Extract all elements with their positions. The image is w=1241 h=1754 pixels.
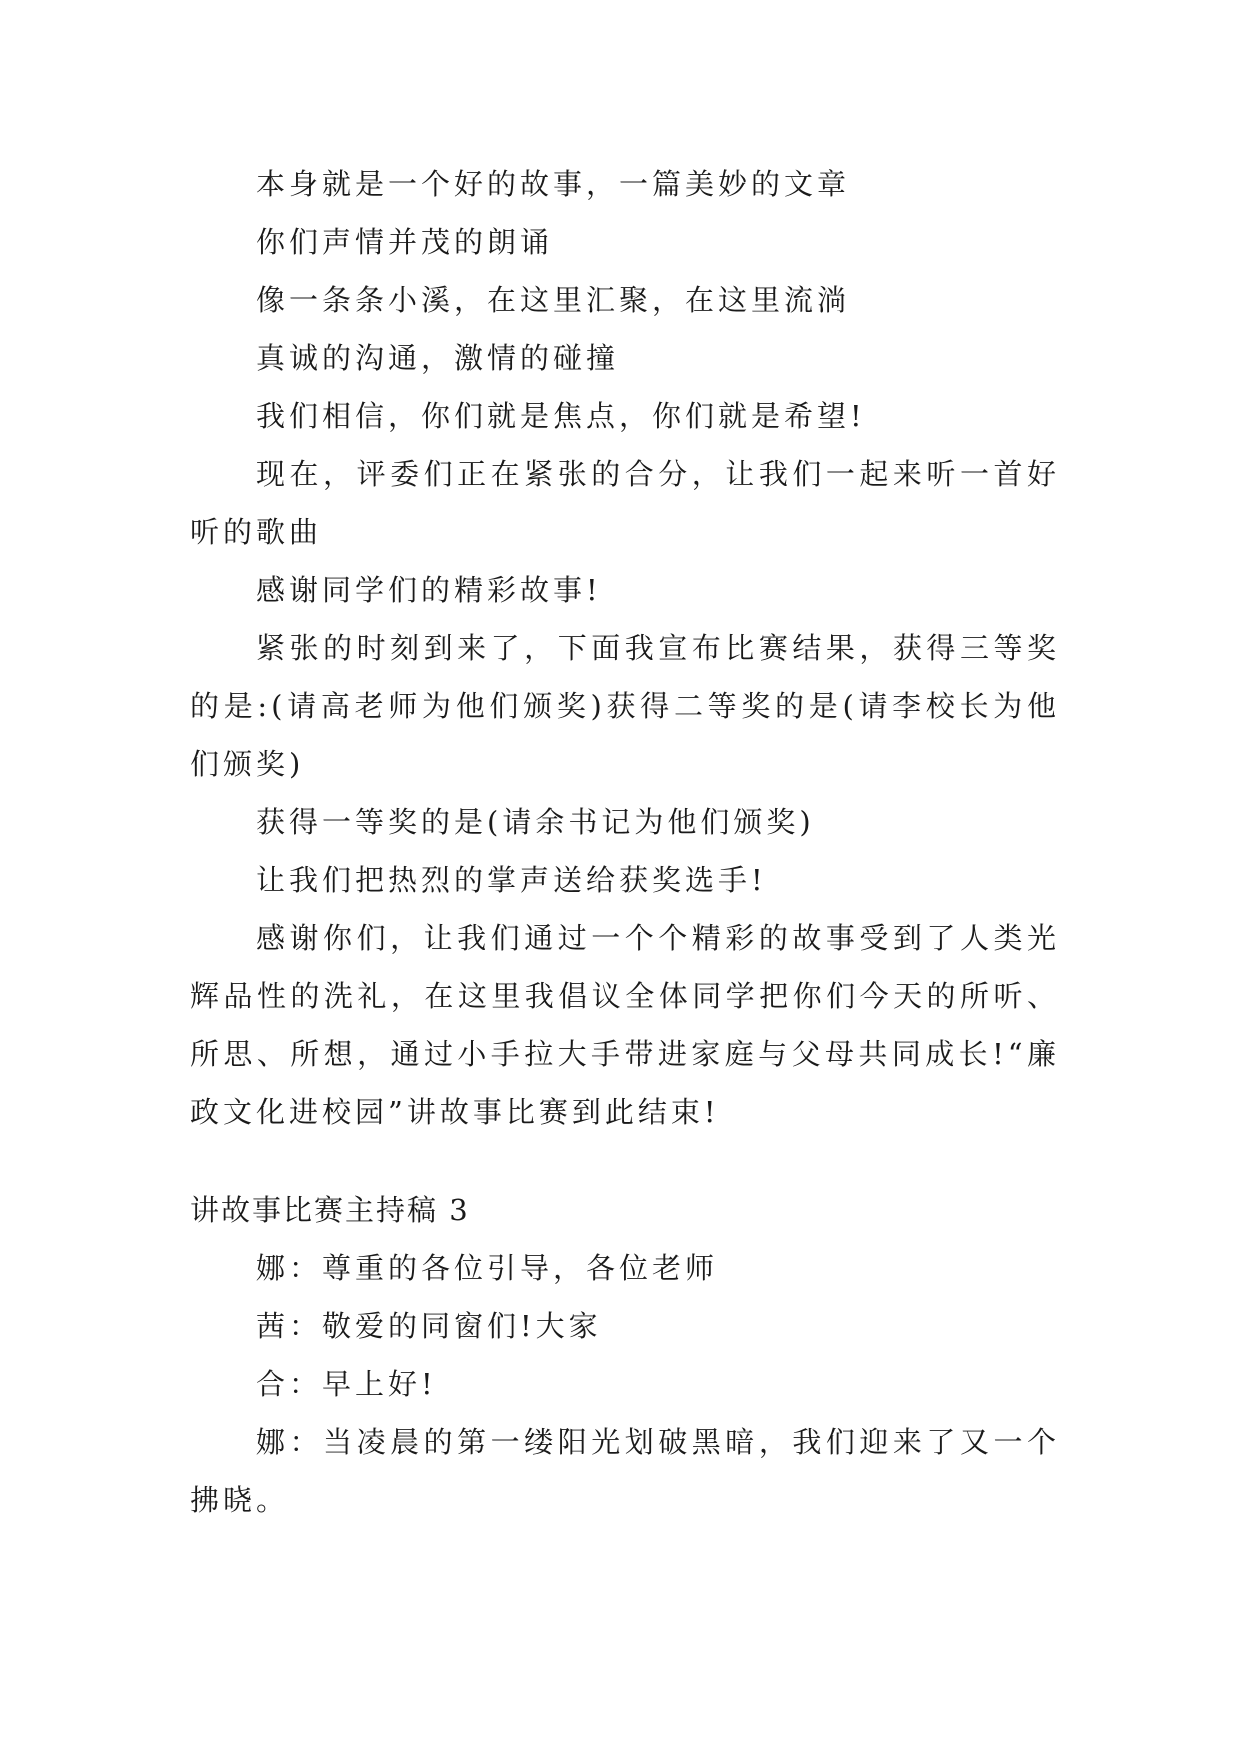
paragraph: 获得一等奖的是(请余书记为他们颁奖) [256,805,815,839]
paragraph: 像一条条小溪，在这里汇聚，在这里流淌 [256,283,851,317]
paragraph: 你们声情并茂的朗诵 [256,225,554,259]
paragraph: 合：早上好! [256,1367,437,1401]
paragraph: 娜：尊重的各位引导，各位老师 [256,1251,719,1285]
paragraph: 紧张的时刻到来了，下面我宣布比赛结果，获得三等奖的是:(请高老师为他们颁奖)获得二等奖的是(请李校长为他们颁奖) [190,631,1060,781]
paragraph: 茜：敬爱的同窗们!大家 [256,1309,602,1343]
paragraph: 我们相信，你们就是焦点，你们就是希望! [256,399,866,433]
paragraph: 真诚的沟通，激情的碰撞 [256,341,620,375]
paragraph: 娜：当凌晨的第一缕阳光划破黑暗，我们迎来了又一个拂晓。 [190,1425,1060,1517]
paragraph: 让我们把热烈的掌声送给获奖选手! [256,863,767,897]
paragraph: 感谢同学们的精彩故事! [256,573,602,607]
document-body [190,155,1060,1529]
paragraph: 本身就是一个好的故事，一篇美妙的文章 [256,167,851,201]
paragraph: 感谢你们，让我们通过一个个精彩的故事受到了人类光辉品性的洗礼，在这里我倡议全体同学把你们今天的所听、所思、所想，通过小手拉大手带进家庭与父母共同成长!“廉政文化进校园”讲故事比赛到此结束! [190,921,1060,1129]
paragraph: 现在，评委们正在紧张的合分，让我们一起来听一首好听的歌曲 [190,457,1060,549]
section-heading: 讲故事比赛主持稿 3 [190,1193,470,1227]
